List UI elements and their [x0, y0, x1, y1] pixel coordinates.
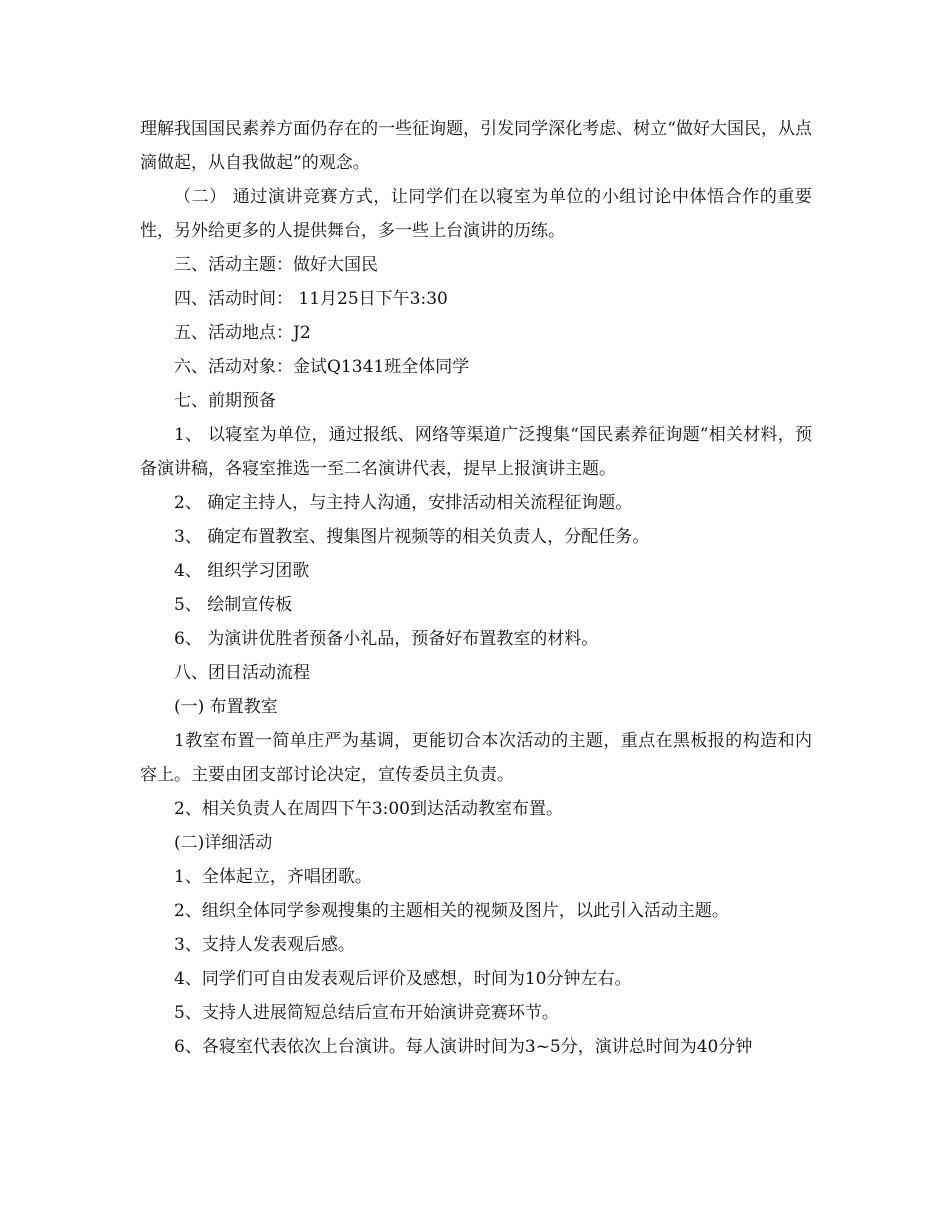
paragraph-5: 五、活动地点：J2 — [174, 323, 311, 343]
paragraph-11: 4、 组织学习团歌 — [174, 561, 310, 581]
paragraph-24: 6、各寝室代表依次上台演讲。每人演讲时间为3~5分，演讲总时间为40分钟 — [174, 1037, 753, 1057]
paragraph-13: 6、 为演讲优胜者预备小礼品，预备好布置教室的材料。 — [174, 629, 599, 649]
paragraph-3: 三、活动主题：做好大国民 — [174, 255, 378, 275]
document-body — [140, 112, 812, 1064]
paragraph-12: 5、 绘制宣传板 — [174, 595, 293, 615]
paragraph-6: 六、活动对象：金试Q1341班全体同学 — [174, 357, 470, 377]
paragraph-19: 1、全体起立，齐唱团歌。 — [174, 867, 372, 887]
paragraph-20: 2、组织全体同学参观搜集的主题相关的视频及图片，以此引入活动主题。 — [174, 901, 729, 921]
paragraph-10: 3、 确定布置教室、搜集图片视频等的相关负责人，分配任务。 — [174, 527, 650, 547]
paragraph-18: (二)详细活动 — [174, 833, 273, 853]
paragraph-23: 5、支持人进展简短总结后宣布开始演讲竞赛环节。 — [174, 1003, 559, 1023]
paragraph-14: 八、团日活动流程 — [174, 663, 310, 683]
paragraph-9: 2、 确定主持人，与主持人沟通，安排活动相关流程征询题。 — [174, 493, 633, 513]
paragraph-2: （二） 通过演讲竞赛方式，让同学们在以寝室为单位的小组讨论中体悟合作的重要性，另外给更多的人提供舞台，多一些上台演讲的历练。 — [140, 187, 812, 241]
paragraph-22: 4、同学们可自由发表观后评价及感想，时间为10分钟左右。 — [174, 969, 632, 989]
paragraph-15: (一) 布置教室 — [174, 697, 278, 717]
paragraph-16: 1教室布置一简单庄严为基调，更能切合本次活动的主题，重点在黑板报的构造和内容上。主要由团支部讨论决定，宣传委员主负责。 — [140, 731, 812, 785]
paragraph-17: 2、相关负责人在周四下午3:00到达活动教室布置。 — [174, 799, 563, 819]
paragraph-4: 四、活动时间： 11月25日下午3:30 — [174, 289, 448, 309]
paragraph-1: 理解我国国民素养方面仍存在的一些征询题，引发同学深化考虑、树立“做好大国民，从点滴做起，从自我做起”的观念。 — [140, 119, 812, 173]
paragraph-8: 1、 以寝室为单位，通过报纸、网络等渠道广泛搜集“国民素养征询题”相关材料，预备演讲稿，各寝室推选一至二名演讲代表，提早上报演讲主题。 — [140, 425, 812, 479]
paragraph-21: 3、支持人发表观后感。 — [174, 935, 355, 955]
paragraph-7: 七、前期预备 — [174, 391, 276, 411]
